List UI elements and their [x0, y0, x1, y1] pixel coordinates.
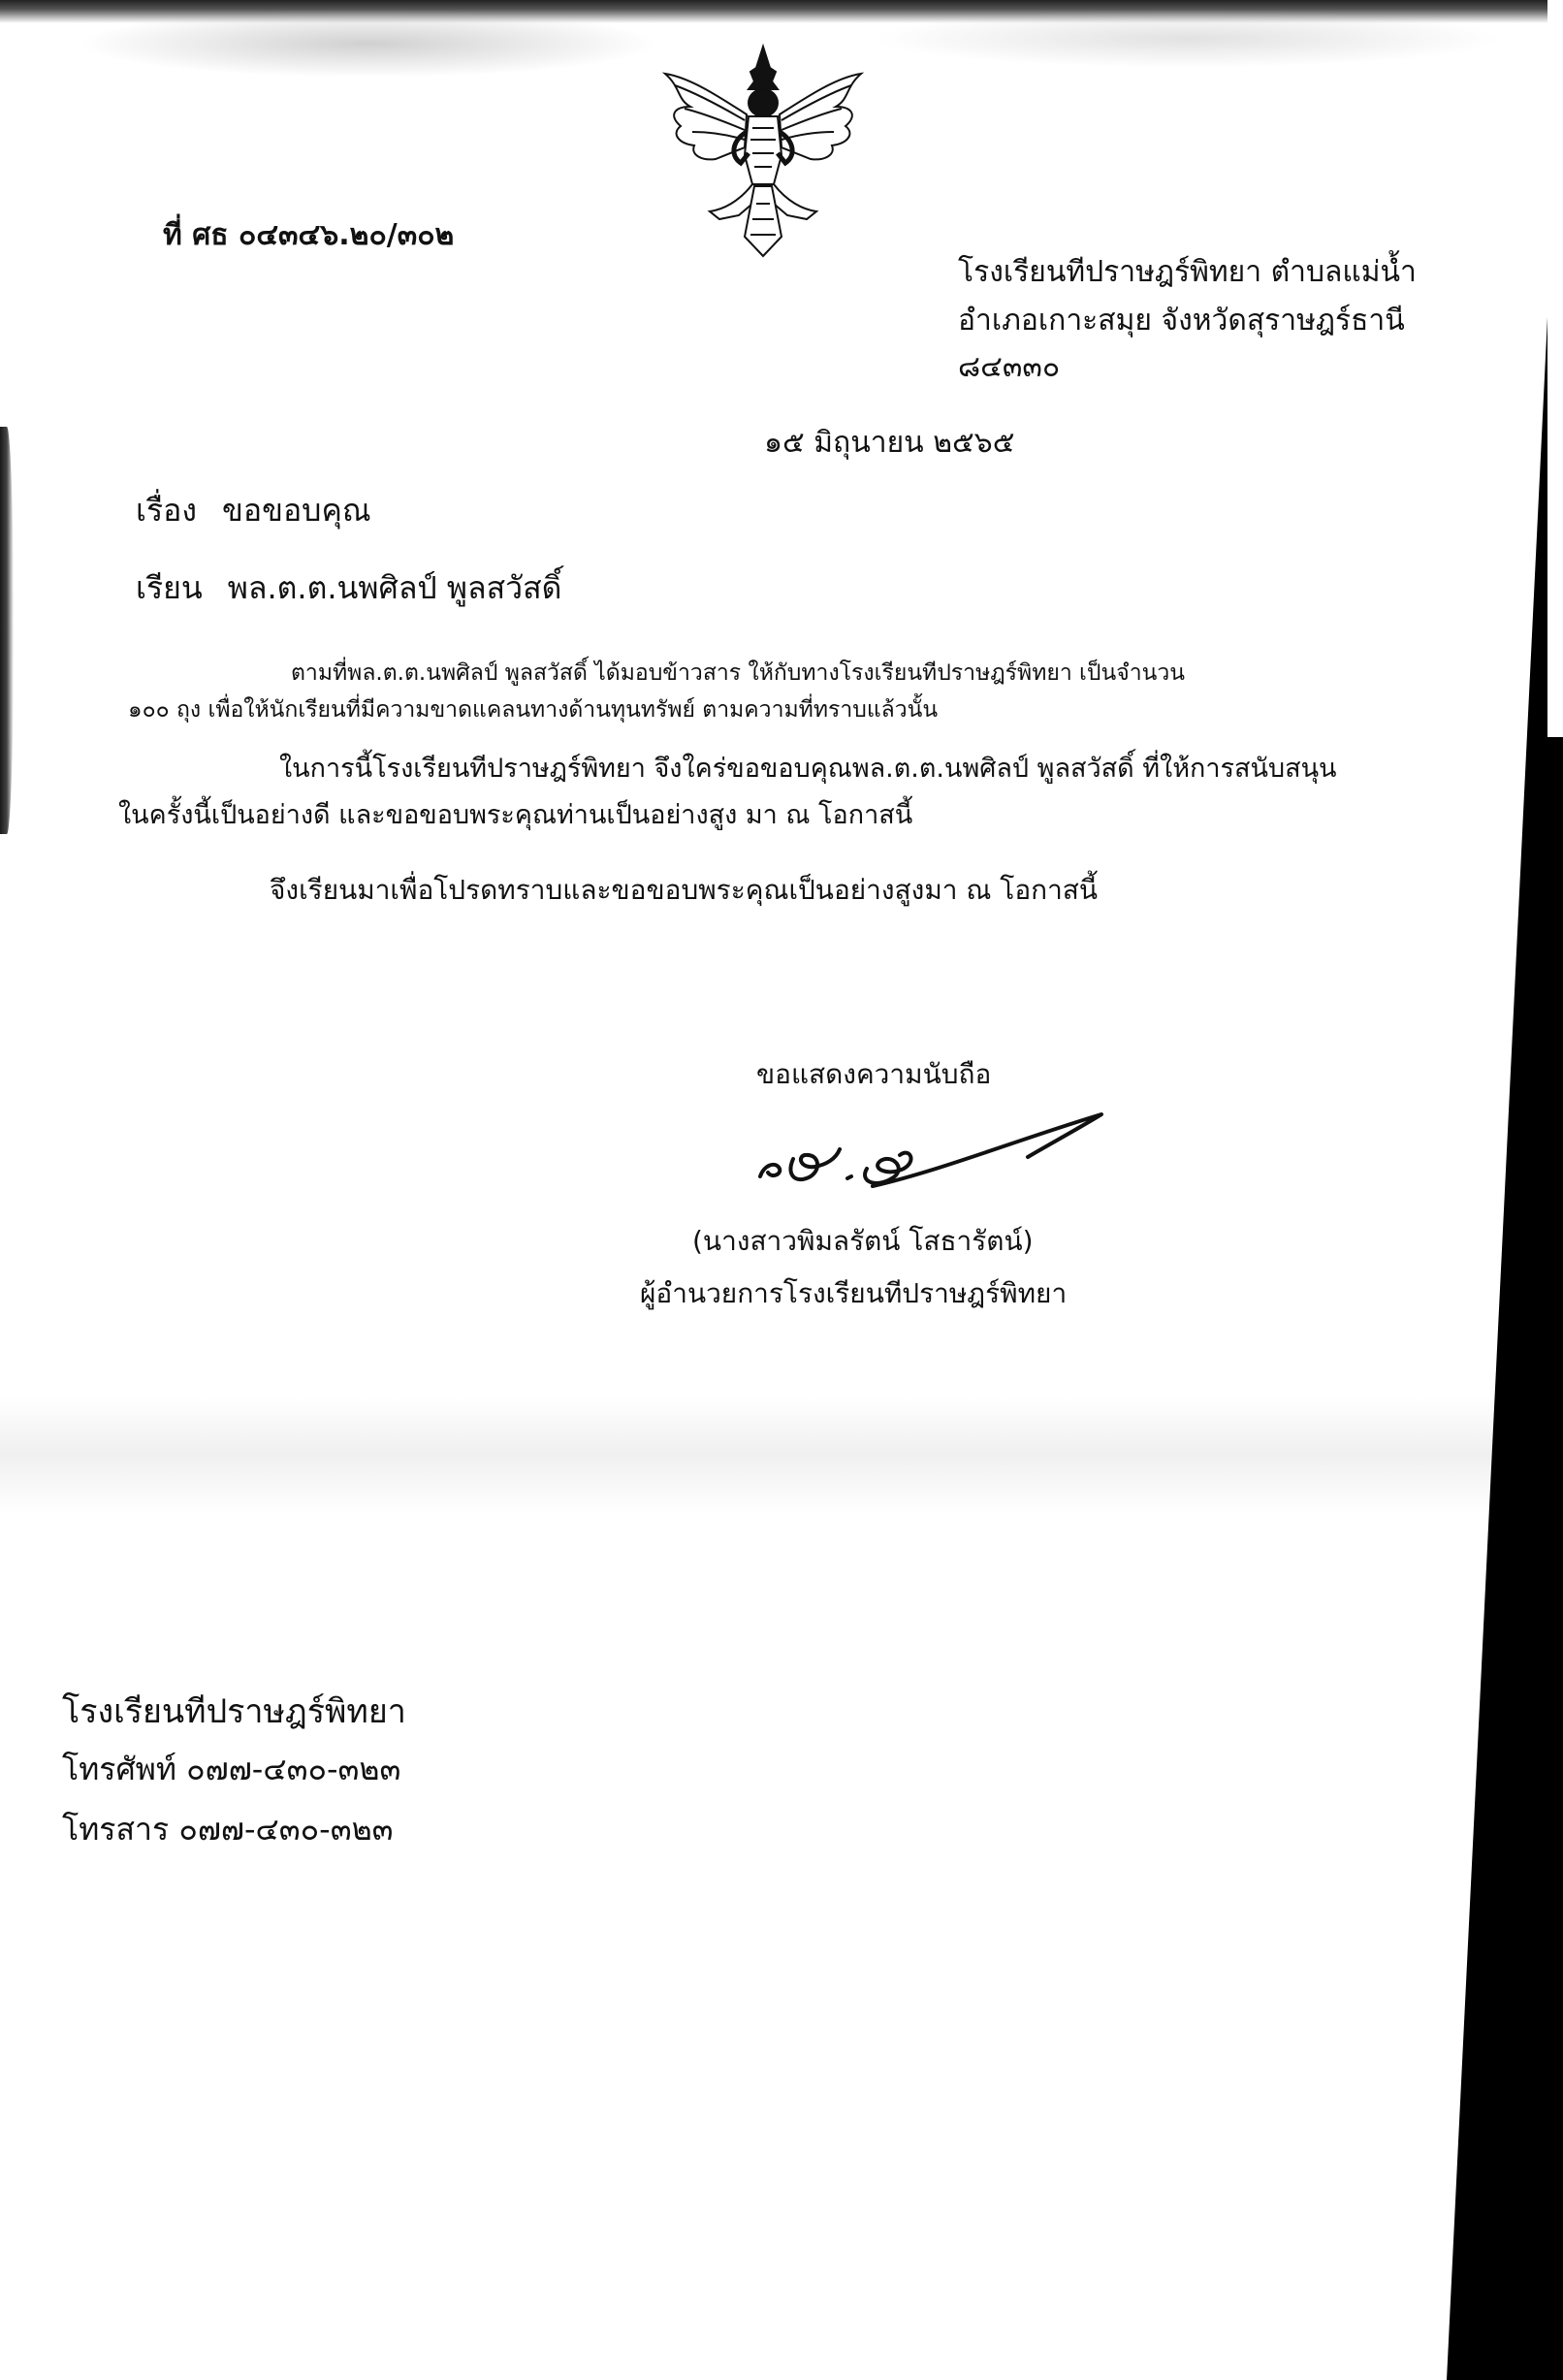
garuda-emblem-icon — [652, 39, 875, 262]
scan-edge-right-cover — [1547, 0, 1563, 737]
scan-smudge — [873, 10, 1503, 68]
document-number: ที่ ศธ ๐๔๓๔๖.๒๐/๓๐๒ — [163, 218, 455, 252]
school-address-line: โรงเรียนทีปราษฎร์พิทยา ตำบลแม่น้ำ — [958, 255, 1417, 289]
document-date: ๑๕ มิถุนายน ๒๕๖๕ — [764, 426, 1015, 460]
body-paragraph-line: ๑๐๐ ถุง เพื่อให้นักเรียนที่มีความขาดแคลนทางด้านทุนทรัพย์ ตามความที่ทราบแล้วนั้น — [128, 697, 939, 723]
regards-text: ขอแสดงความนับถือ — [756, 1058, 992, 1090]
body-paragraph-line: ตามที่พล.ต.ต.นพศิลป์ พูลสวัสดิ์ ได้มอบข้าวสาร ให้กับทางโรงเรียนทีปราษฎร์พิทยา เป็นจำนวน — [291, 660, 1185, 686]
scan-smudge — [78, 10, 659, 78]
subject-text: ขอขอบคุณ — [221, 492, 371, 529]
closing-paragraph: จึงเรียนมาเพื่อโปรดทราบและขอขอบพระคุณเป็นอย่างสูงมา ณ โอกาสนี้ — [270, 874, 1099, 906]
salutation-row — [136, 568, 561, 607]
footer-school-name: โรงเรียนทีปราษฎร์พิทยา — [62, 1692, 406, 1731]
scan-fold-band — [0, 1397, 1563, 1513]
scan-edge-right — [1447, 0, 1563, 2380]
salutation-label: เรียน — [136, 569, 203, 606]
subject-row — [136, 491, 371, 530]
scan-edge-left — [0, 427, 14, 834]
school-postal-code: ๘๔๓๓๐ — [958, 350, 1061, 384]
school-address-line: อำเภอเกาะสมุย จังหวัดสุราษฎร์ธานี — [958, 304, 1405, 338]
signer-title: ผู้อำนวยการโรงเรียนทีปราษฎร์พิทยา — [640, 1277, 1068, 1309]
salutation-text: พล.ต.ต.นพศิลป์ พูลสวัสดิ์ — [227, 569, 562, 606]
footer-telephone: โทรศัพท์ ๐๗๗-๔๓๐-๓๒๓ — [62, 1751, 401, 1787]
body-paragraph-line: ในการนี้โรงเรียนทีปราษฎร์พิทยา จึงใคร่ขอขอบคุณพล.ต.ต.นพศิลป์ พูลสวัสดิ์ ที่ให้การสนับสนุน — [279, 754, 1337, 784]
footer-fax: โทรสาร ๐๗๗-๔๓๐-๓๒๓ — [62, 1811, 394, 1848]
subject-label: เรื่อง — [136, 492, 197, 529]
signature-icon — [747, 1101, 1115, 1193]
signer-name: (นางสาวพิมลรัตน์ โสธารัตน์) — [692, 1225, 1034, 1257]
body-paragraph-line: ในครั้งนี้เป็นอย่างดี และขอขอบพระคุณท่านเป็นอย่างสูง มา ณ โอกาสนี้ — [118, 800, 913, 830]
